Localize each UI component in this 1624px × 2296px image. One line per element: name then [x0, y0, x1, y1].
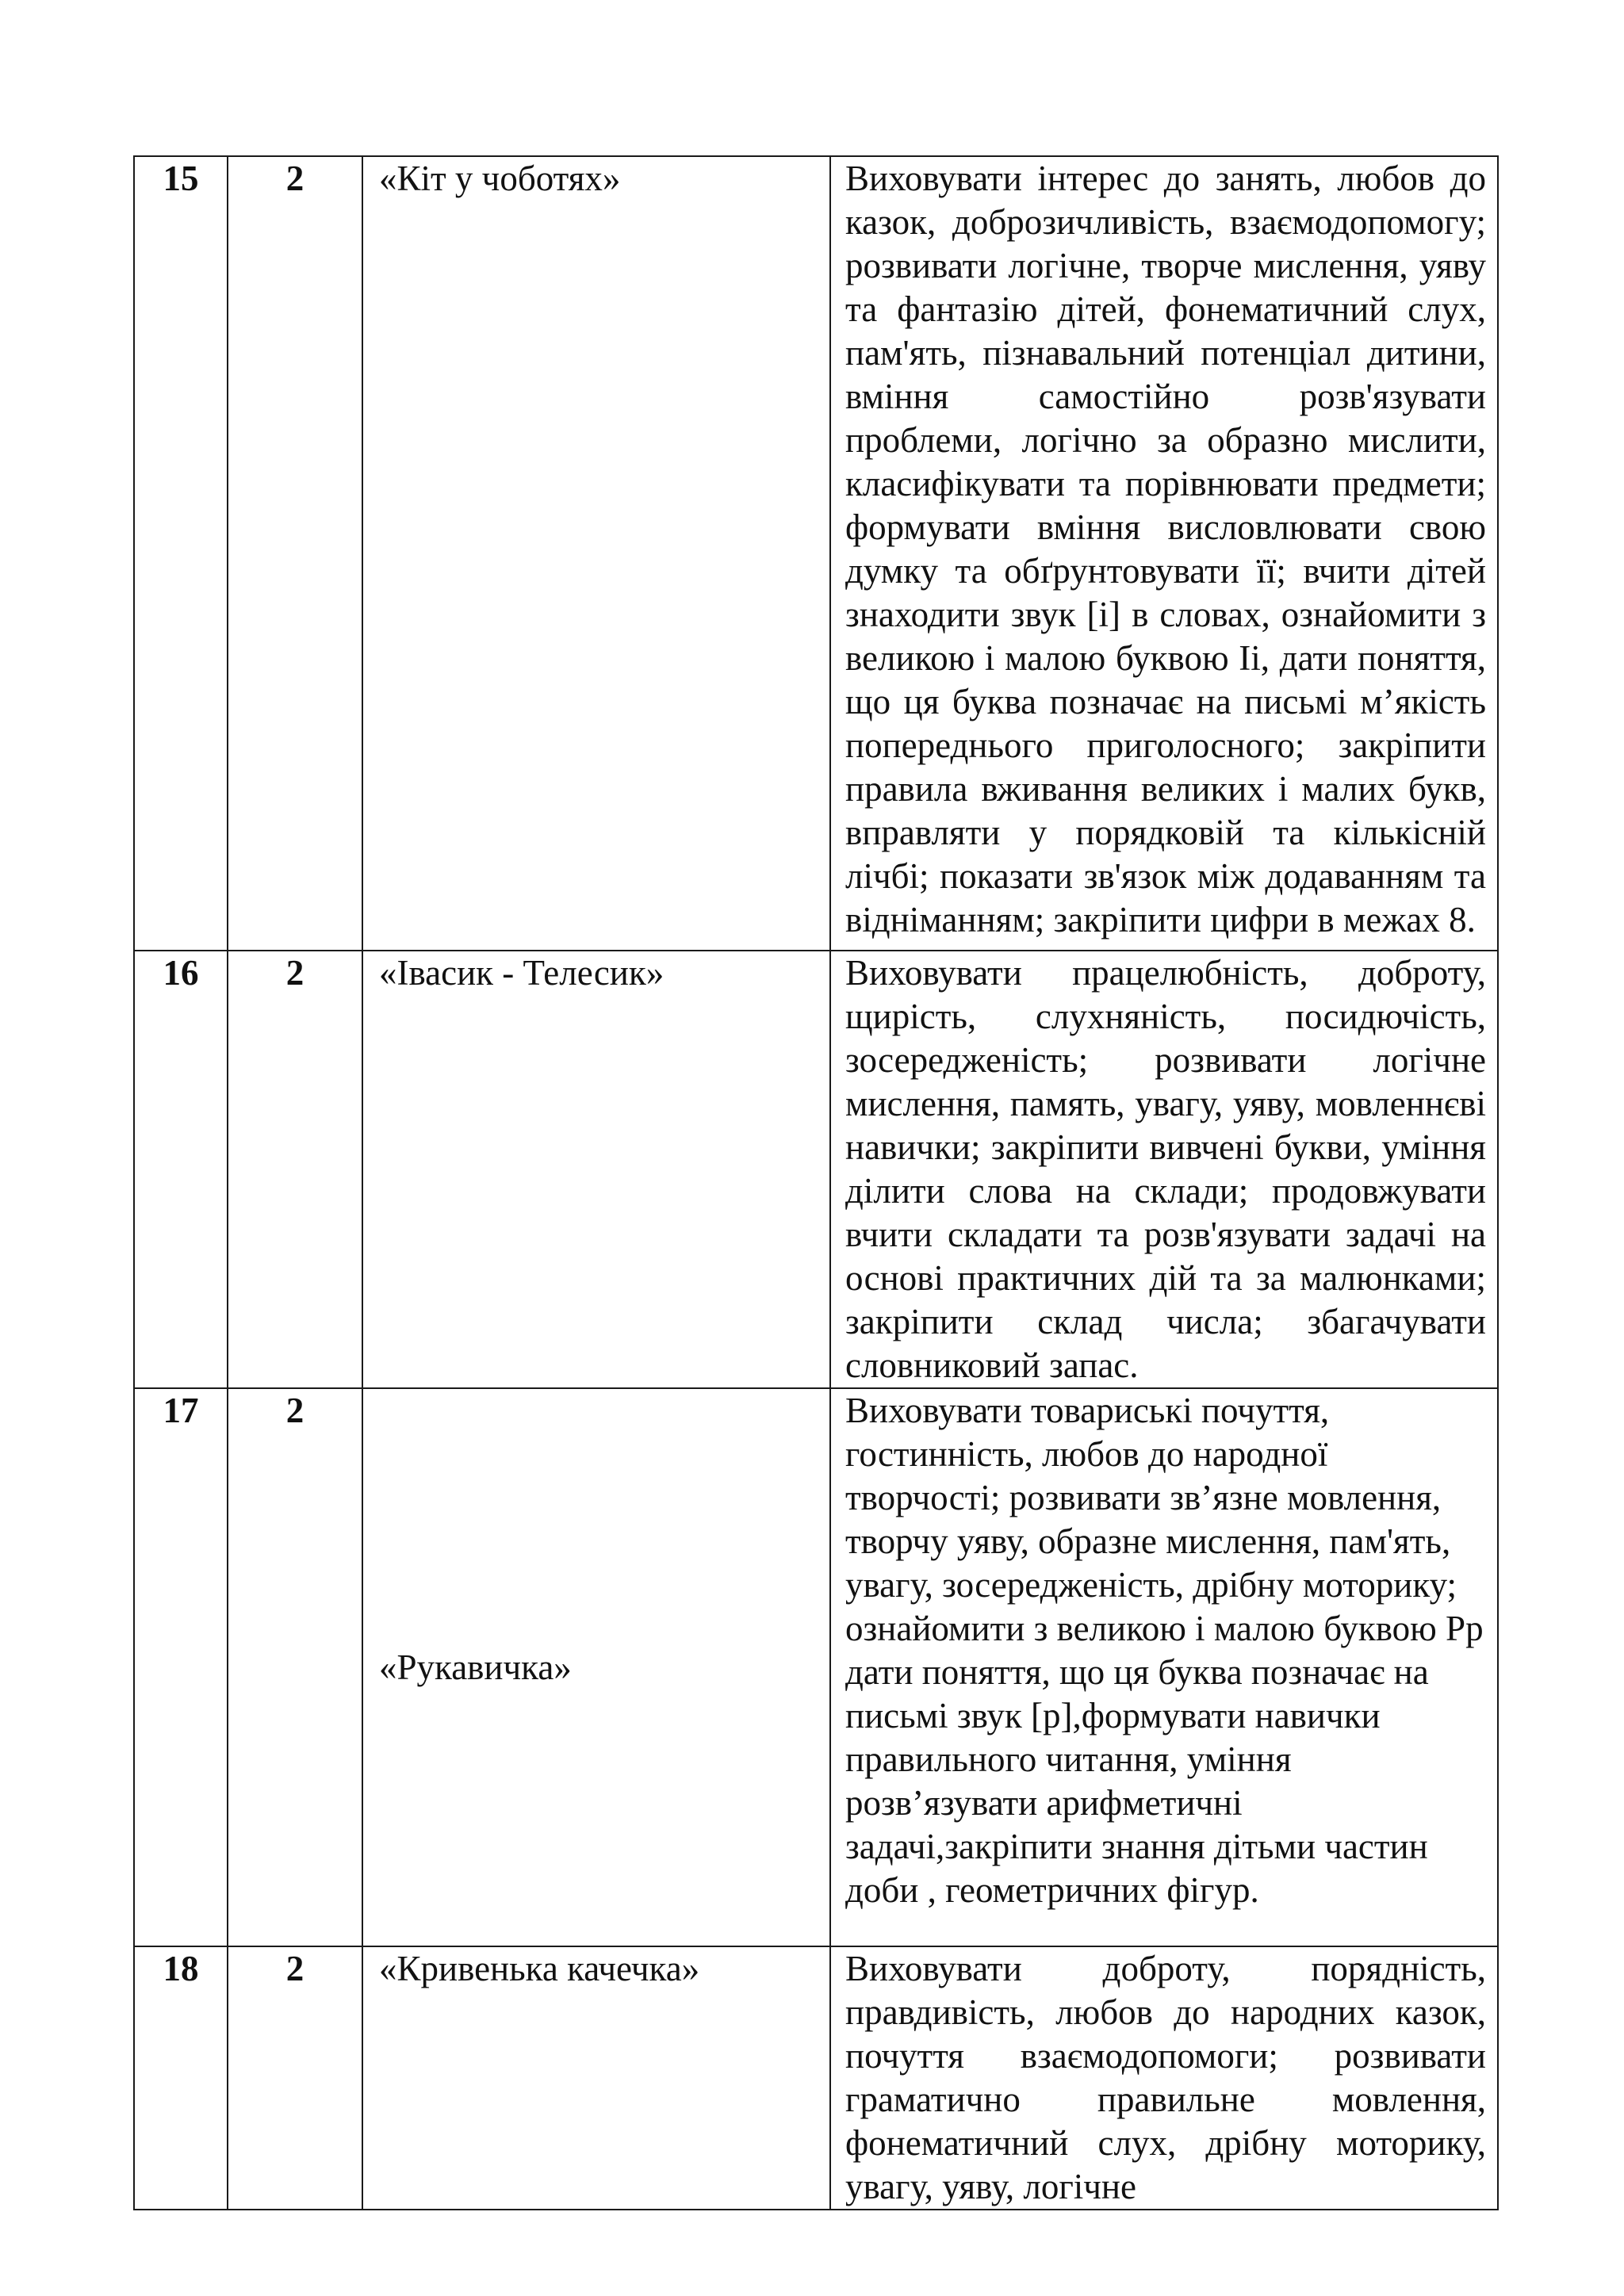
lesson-hours: 2	[228, 1946, 362, 2210]
lesson-hours: 2	[228, 1388, 362, 1946]
lesson-hours: 2	[228, 951, 362, 1388]
lesson-title: «Кривенька качечка»	[362, 1946, 830, 2210]
lesson-title: «Рукавичка»	[362, 1388, 830, 1946]
lesson-description: Виховувати доброту, порядність, правдивість, любов до народних казок, почуття взаємодопомоги; розвивати граматично правильне мовлення, фонематичний слух, дрібну моторику, увагу, уяву, логічне	[830, 1946, 1498, 2210]
table-row	[134, 1946, 1498, 2210]
lesson-number: 17	[134, 1388, 228, 1946]
lesson-description: Виховувати інтерес до занять, любов до казок, доброзичливість, взаємодопомогу; розвивати логічне, творче мислення, уяву та фантазію дітей, фонематичний слух, пам'ять, пізнавальний потенціал дитини, вміння самостійно розв'язувати проблеми, логічно за образно мислити, класифікувати та порівнювати предмети; формувати вміння висловлювати свою думку та обґрунтовувати її; вчити дітей знаходити звук [і] в словах, ознайомити з великою і малою буквою Іі, дати поняття, що ця буква позначає на письмі м’якість попереднього приголосного; закріпити правила вживання великих і малих букв, вправляти у порядковій та кількісній лічбі; показати зв'язок між додаванням та відніманням; закріпити цифри в межах 8.	[830, 156, 1498, 951]
table-row	[134, 951, 1498, 1388]
table-row	[134, 1388, 1498, 1946]
lesson-number: 18	[134, 1946, 228, 2210]
lesson-title: «Кіт у чоботях»	[362, 156, 830, 951]
lesson-description: Виховувати товариські почуття, гостинність, любов до народної творчості; розвивати зв’язне мовлення, творчу уяву, образне мислення, пам'ять, увагу, зосередженість, дрібну моторику; ознайомити з великою і малою буквою Рр дати поняття, що ця буква позначає на письмі звук [р],формувати навички правильного читання, уміння розв’язувати арифметичні задачі,закріпити знання дітьми частин доби , геометричних фігур.	[830, 1388, 1498, 1946]
lesson-number: 15	[134, 156, 228, 951]
lesson-number: 16	[134, 951, 228, 1388]
table-row	[134, 156, 1498, 951]
lesson-hours: 2	[228, 156, 362, 951]
lesson-title: «Івасик - Телесик»	[362, 951, 830, 1388]
lesson-plan-table	[133, 155, 1499, 2210]
lesson-description: Виховувати працелюбність, доброту, щирість, слухняність, посидючість, зосередженість; розвивати логічне мислення, память, увагу, уяву, мовленнєві навички; закріпити вивчені букви, уміння ділити слова на склади; продовжувати вчити складати та розв'язувати задачі на основі практичних дій та за малюнками; закріпити склад числа; збагачувати словниковий запас.	[830, 951, 1498, 1388]
